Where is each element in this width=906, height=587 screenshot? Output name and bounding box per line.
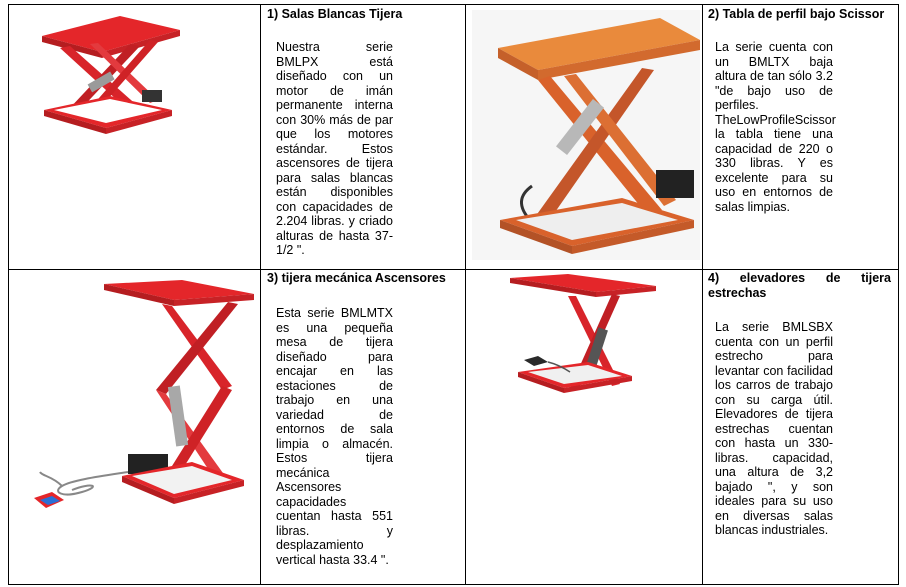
cell-4-body: La serie BMLSBX cuenta con un perfil estrecho para levantar con facilidad los carros de trabajo con su carga útil. Elevadores de tijera estrechas cuentan con hasta un 330-libras. capacidad, una altura de 3,2 bajado ", y son ideales para su uso en diversas salas blancas industriales.	[715, 320, 833, 537]
cell-4-title: 4) elevadores de tijera estrechas	[708, 271, 891, 300]
table-border-col2	[465, 4, 466, 585]
cell-2-body: La serie cuenta con un BMLTX baja altura de tan sólo 3.2 "de bajo uso de perfiles. TheLowProfileScissor la tabla tiene una capacidad de 220 o 330 libras. Y es excelente para su uso en entornos de salas limpias.	[715, 40, 836, 214]
cell-3-body: Esta serie BMLMTX es una pequeña mesa de tijera diseñado para encajar en las estaciones de trabajo en una variedad de entornos de sala limpia o almacén. Estos tijera mecánica Ascensores capacidades cuentan hasta 551 libras. y desplazamiento vertical hasta 33.4 ".	[276, 306, 393, 567]
table-border-middle	[8, 269, 899, 270]
product-image-bmlsbx	[508, 272, 668, 410]
cell-2-title: 2) Tabla de perfil bajo Scissor	[708, 7, 885, 21]
narrow-scissor-lift-illustration	[508, 272, 668, 410]
cell-1-title: 1) Salas Blancas Tijera	[267, 7, 403, 21]
cell-1-body: Nuestra serie BMLPX está diseñado con un motor de imán permanente interna con 30% más de par que los motores estándar. Estos ascensores de tijera para salas blancas están disponibles con capacidades de 2.204 libras. y criado alturas de hasta 37-1/2 ".	[276, 40, 393, 257]
table-border-left	[8, 4, 9, 585]
table-border-col3	[702, 4, 703, 585]
red-scissor-lift-illustration	[30, 8, 190, 138]
table-border-col1	[260, 4, 261, 585]
tall-scissor-lift-illustration	[32, 276, 256, 518]
orange-scissor-lift-illustration	[472, 10, 700, 260]
table-border-bottom	[8, 584, 899, 585]
table-border-top	[8, 4, 899, 5]
cell-3-title: 3) tijera mecánica Ascensores	[267, 271, 446, 285]
product-image-bmlpx	[30, 8, 190, 138]
product-image-bmltx	[472, 10, 700, 260]
table-border-right	[898, 4, 899, 585]
product-image-bmlmtx	[32, 276, 256, 518]
